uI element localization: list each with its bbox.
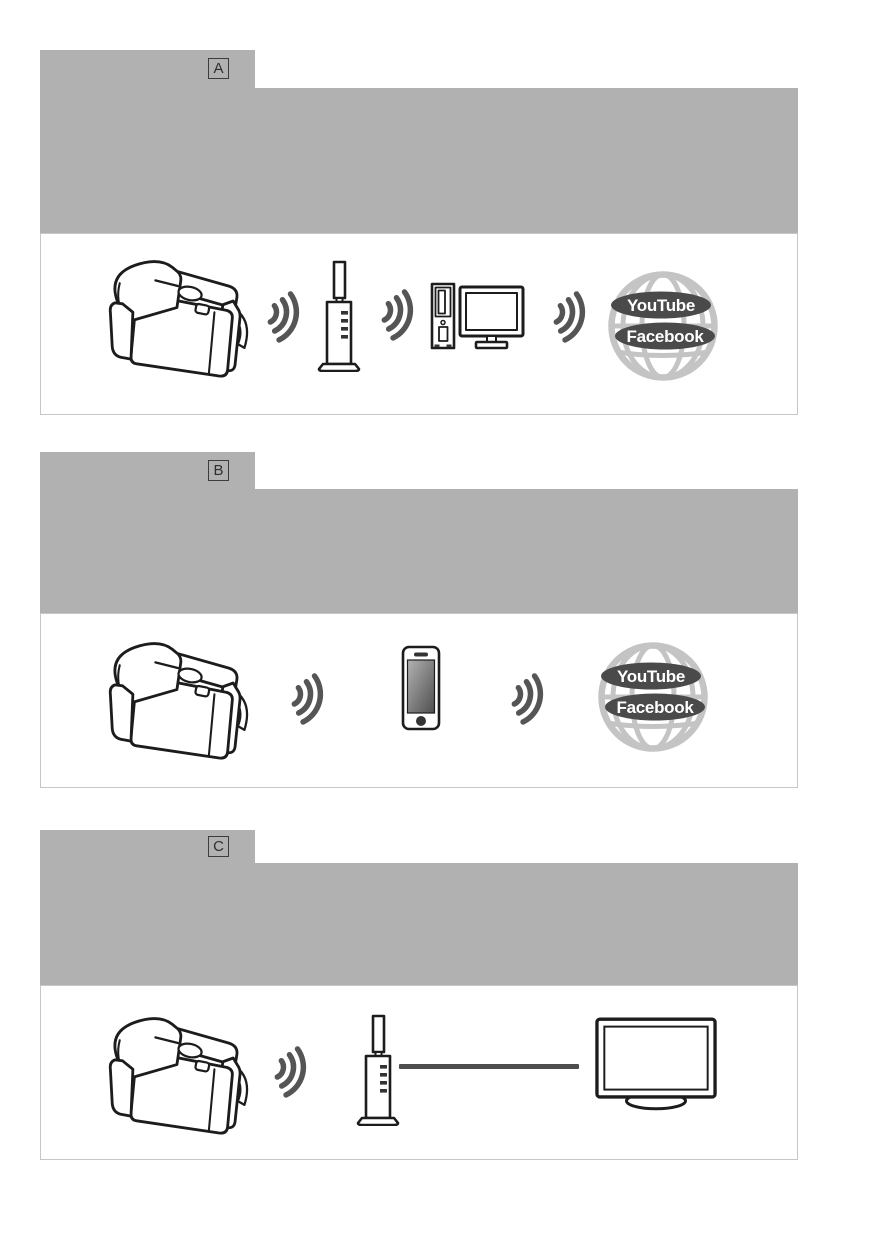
- phone-home-button: [416, 716, 426, 726]
- camcorder-icon: [101, 636, 251, 760]
- phone-speaker: [414, 653, 428, 657]
- computer-icon: [430, 282, 525, 355]
- panel-b-letter: B: [213, 462, 224, 479]
- panel-b-header-tab: [40, 452, 255, 489]
- wifi-waves-icon: [375, 282, 421, 346]
- tv-icon: [594, 1016, 718, 1113]
- wifi-waves-icon: [261, 284, 307, 348]
- internet-globe-icon: [598, 638, 708, 756]
- wifi-waves-icon: [285, 666, 331, 730]
- panel-a-diagram: [40, 233, 798, 415]
- panel-c-header-tab: [40, 830, 255, 863]
- wifi-waves-icon: [547, 284, 593, 348]
- panel-c-diagram: [40, 985, 798, 1160]
- panel-c-header-block: [40, 863, 798, 985]
- phone-screen: [408, 660, 435, 713]
- panel-a-letter: A: [213, 60, 224, 77]
- panel-a-header-tab: [40, 50, 255, 88]
- facebook-badge-label: Facebook: [616, 698, 694, 717]
- youtube-badge-label: YouTube: [616, 667, 686, 686]
- facebook-badge-label: Facebook: [626, 327, 704, 346]
- access-point-icon: [314, 260, 364, 372]
- wifi-waves-icon: [505, 666, 551, 730]
- lan-cable-line: [399, 1064, 579, 1069]
- access-point-icon: [353, 1014, 403, 1126]
- wifi-waves-icon: [268, 1039, 314, 1103]
- panel-b-header-block: [40, 489, 798, 613]
- smartphone-icon: [401, 645, 441, 731]
- panel-b-diagram: [40, 613, 798, 788]
- camcorder-icon: [101, 1011, 251, 1135]
- panel-b-label: [208, 460, 229, 481]
- tv-screen: [604, 1027, 707, 1090]
- panel-c-label: [208, 836, 229, 857]
- internet-globe-icon: [608, 267, 718, 385]
- youtube-badge-label: YouTube: [626, 296, 696, 315]
- panel-a-header-block: [40, 88, 798, 233]
- camcorder-icon: [101, 254, 251, 378]
- panel-a-label: [208, 58, 229, 79]
- panel-c-letter: C: [213, 838, 224, 855]
